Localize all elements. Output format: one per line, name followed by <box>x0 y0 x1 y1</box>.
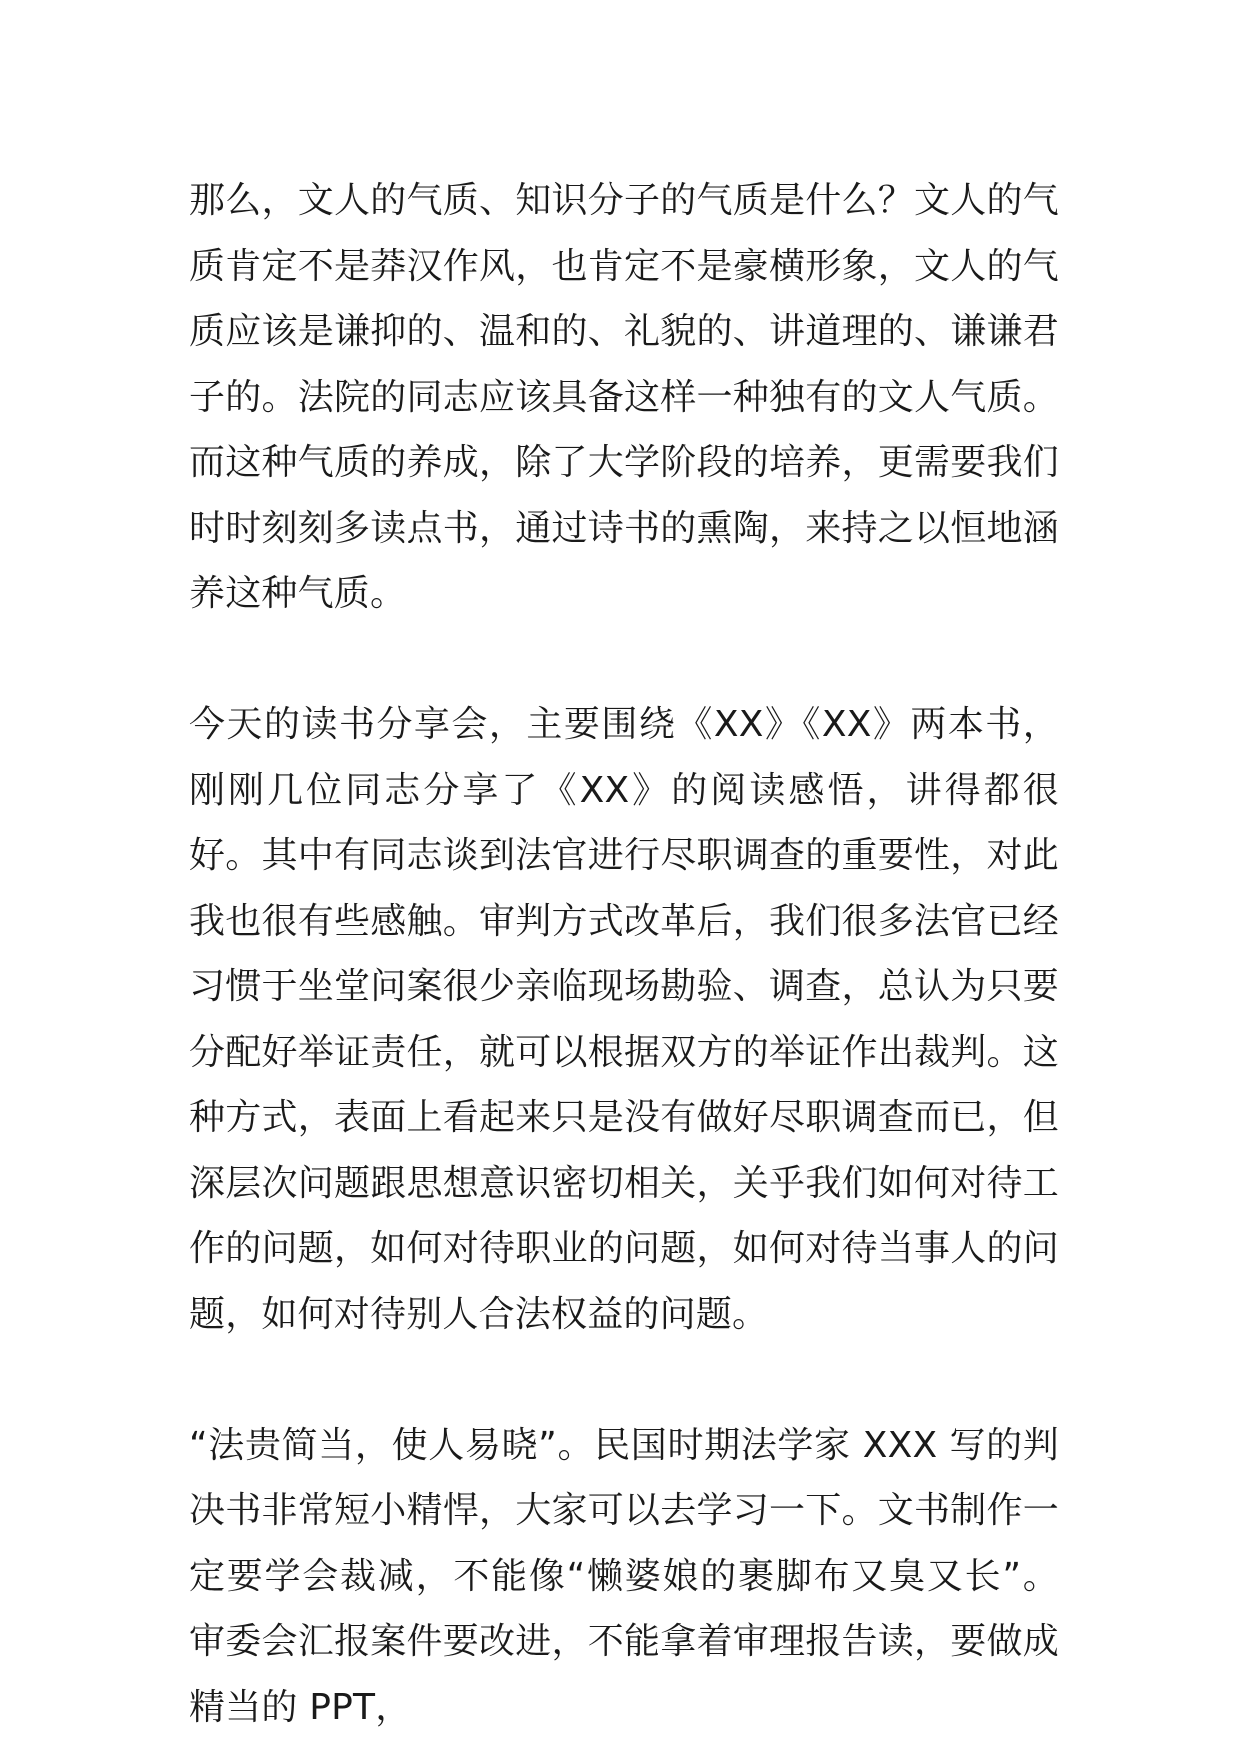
paragraph-3: “法贵简当，使人易晓”。民国时期法学家 XXX 写的判决书非常短小精悍，大家可以去学习一下。文书制作一定要学会裁减，不能像“懒婆娘的裹脚布又臭又长”。审委会汇报案件要改进，不能拿着审理报告读，要做成精当的 PPT， <box>189 1424 1059 1728</box>
paragraph-2: 今天的读书分享会，主要围绕《XX》《XX》两本书，刚刚几位同志分享了《XX》的阅读感悟，讲得都很好。其中有同志谈到法官进行尽职调查的重要性，对此我也很有些感触。审判方式改革后，我们很多法官已经习惯于坐堂问案很少亲临现场勘验、调查，总认为只要分配好举证责任，就可以根据双方的举证作出裁判。这种方式，表面上看起来只是没有做好尽职调查而已，但深层次问题跟思想意识密切相关，关乎我们如何对待工作的问题，如何对待职业的问题，如何对待当事人的问题，如何对待别人合法权益的问题。 <box>189 704 1059 1335</box>
document-body <box>189 168 1059 1740</box>
paragraph-1: 那么，文人的气质、知识分子的气质是什么？文人的气质肯定不是莽汉作风，也肯定不是豪横形象，文人的气质应该是谦抑的、温和的、礼貌的、讲道理的、谦谦君子的。法院的同志应该具备这样一种独有的文人气质。而这种气质的养成，除了大学阶段的培养，更需要我们时时刻刻多读点书，通过诗书的熏陶，来持之以恒地涵养这种气质。 <box>189 180 1059 614</box>
